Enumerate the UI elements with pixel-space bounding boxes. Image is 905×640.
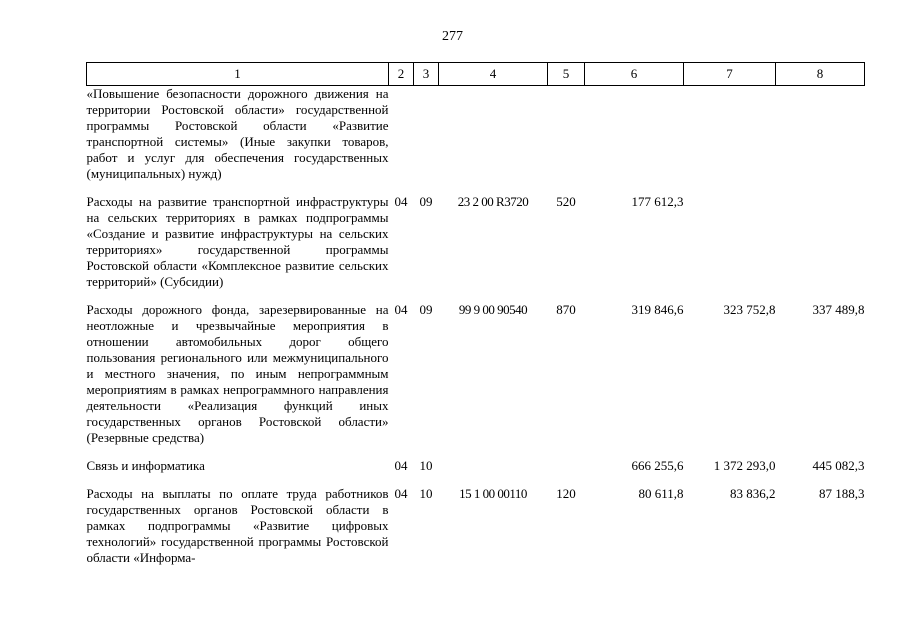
header-col-1: 1: [87, 63, 389, 86]
row-amount-col8: 337 489,8: [812, 302, 865, 317]
row-expense-type: 520: [556, 194, 576, 209]
row-expense-type: [548, 458, 585, 486]
row-subsection: 10: [419, 486, 433, 501]
row-expense-type: 870: [556, 302, 576, 317]
row-amount-col6: 666 255,6: [631, 458, 684, 473]
row-target-article: [439, 458, 548, 486]
row-amount-col7: 1 372 293,0: [713, 458, 776, 473]
row-expense-type: 120: [556, 486, 576, 501]
row-description: Расходы дорожного фонда, зарезервированные на неотложные и чрезвычайные мероприятия в отношении автомобильных дорог общего пользования регионального или межмуниципального и местного значения, по иным непрограммным мероприятиям в рамках непрограммного направления деятельности «Реализация функций иных государственных органов Ростовской области» (Резервные средства): [86, 302, 389, 445]
row-section: 04: [394, 458, 408, 473]
row-section: 04: [394, 194, 408, 209]
row-expense-type: [548, 86, 585, 195]
header-col-6: 6: [585, 63, 684, 86]
row-description: Расходы на развитие транспортной инфраструктуры на сельских территориях в рамках подпрограммы «Создание и развитие инфраструктуры на сельских территориях» государственной программы Ростовской области «Комплексное развитие сельских территорий» (Субсидии): [86, 194, 389, 289]
page-number: 277: [442, 29, 463, 44]
header-col-2: 2: [389, 63, 414, 86]
row-section: 04: [394, 302, 408, 317]
row-amount-col7: 83 836,2: [730, 486, 776, 501]
row-amount-col8: [776, 86, 865, 195]
row-amount-col6: [585, 86, 684, 195]
row-target-article: [439, 86, 548, 195]
row-subsection: 09: [419, 194, 433, 209]
row-amount-col7: 323 752,8: [723, 302, 776, 317]
row-amount-col6: 319 846,6: [631, 302, 684, 317]
table-row: [87, 86, 865, 195]
header-col-5: 5: [548, 63, 585, 86]
row-description: Связь и информатика: [86, 458, 205, 473]
row-subsection: 09: [419, 302, 433, 317]
header-col-3: 3: [414, 63, 439, 86]
row-section: [389, 86, 414, 195]
row-amount-col7: [684, 86, 776, 195]
header-col-8: 8: [776, 63, 865, 86]
header-col-4: 4: [439, 63, 548, 86]
row-amount-col8: [776, 194, 865, 302]
row-amount-col8: 87 188,3: [819, 486, 865, 501]
row-subsection: 10: [419, 458, 433, 473]
row-amount-col6: 80 611,8: [638, 486, 684, 501]
header-col-7: 7: [684, 63, 776, 86]
row-subsection: [414, 86, 439, 195]
table-row: [87, 194, 865, 302]
header-row: [87, 63, 865, 86]
table-row: [87, 486, 865, 566]
row-description: «Повышение безопасности дорожного движения на территории Ростовской области» государственной программы Ростовской области «Развитие транспортной системы» (Иные закупки товаров, работ и услуг для обеспечения государственных (муниципальных) нужд): [86, 86, 389, 181]
budget-table: [86, 62, 865, 566]
row-section: 04: [394, 486, 408, 501]
table-row: [87, 458, 865, 486]
row-amount-col6: 177 612,3: [631, 194, 684, 209]
row-target-article: 23 2 00 R3720: [457, 194, 529, 209]
row-target-article: 99 9 00 90540: [458, 302, 528, 317]
table-row: [87, 302, 865, 458]
row-amount-col8: 445 082,3: [812, 458, 865, 473]
row-description: Расходы на выплаты по оплате труда работников государственных органов Ростовской области в рамках подпрограммы «Развитие цифровых технологий» государственной программы Ростовской области «Информа-: [86, 486, 389, 565]
row-amount-col7: [684, 194, 776, 302]
row-target-article: 15 1 00 00110: [459, 486, 527, 501]
